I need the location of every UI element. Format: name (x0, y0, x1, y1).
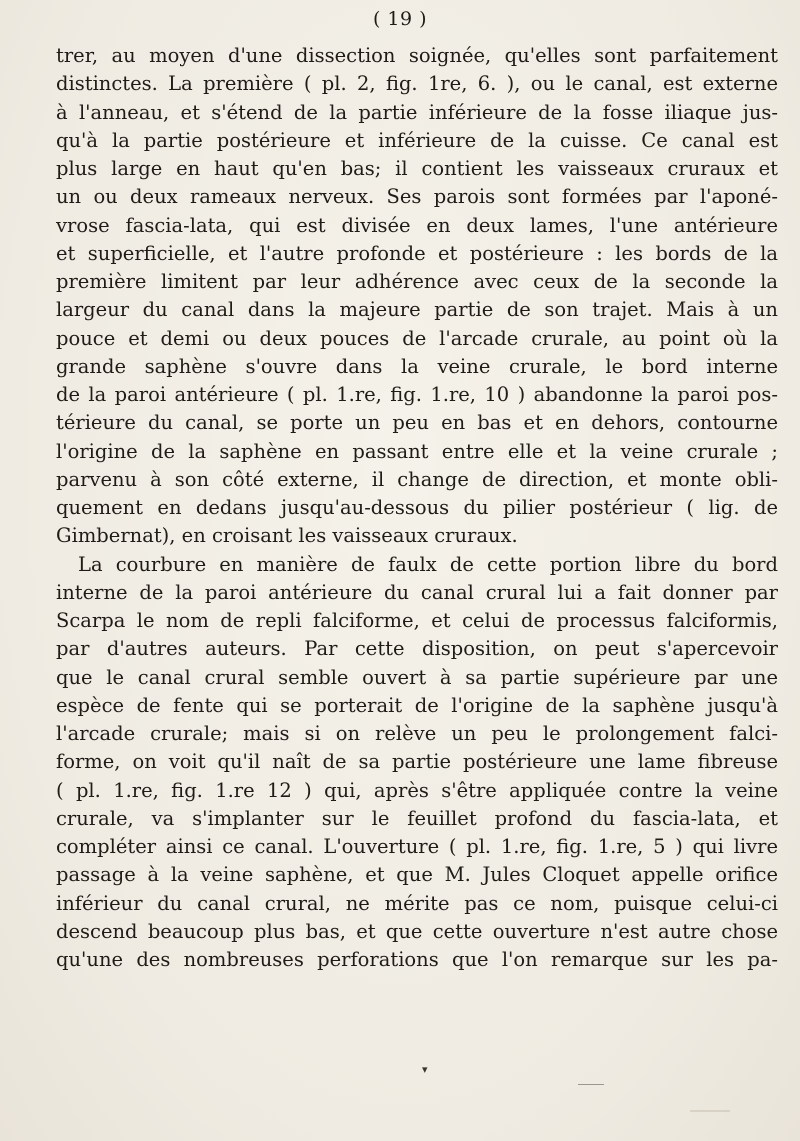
text-line-5: plus large en haut qu'en bas; il contient les vaisseaux cruraux et (56, 157, 778, 180)
text-line-31: inférieur du canal crural, ne mérite pas ce nom, puisque celui-ci (56, 891, 778, 915)
text-line-10: largeur du canal dans la majeure partie de son trajet. Mais à un (56, 298, 778, 322)
text-line-32: descend beaucoup plus bas, et que cette ouverture n'est autre chose (56, 919, 778, 943)
text-line-4: qu'à la partie postérieure et inférieure de la cuisse. Ce canal est (56, 128, 778, 152)
text-line-13: de la paroi antérieure ( pl. 1.re, fig. 1.re, 10 ) abandonne la paroi pos- (56, 383, 778, 406)
text-line-22: par d'autres auteurs. Par cette disposition, on peut s'apercevoir (56, 637, 778, 661)
text-line-6: un ou deux rameaux nerveux. Ses parois sont formées par l'aponé- (56, 185, 778, 209)
text-line-15: l'origine de la saphène en passant entre elle et la veine crurale ; (56, 439, 778, 463)
text-line-11: pouce et demi ou deux pouces de l'arcade crurale, au point où la (56, 326, 778, 350)
body-text (56, 42, 778, 974)
text-line-26: forme, on voit qu'il naît de sa partie postérieure une lame fibreuse (56, 750, 778, 774)
text-line-30: passage à la veine saphène, et que M. Jules Cloquet appelle orifice (56, 863, 778, 887)
paper-smudge (690, 1110, 730, 1112)
text-line-33: qu'une des nombreuses perforations que l'on remarque sur les pa- (56, 948, 778, 971)
text-line-14: térieure du canal, se porte un peu en bas et en dehors, contourne (56, 411, 778, 435)
text-line-7: vrose fascia-lata, qui est divisée en deux lames, l'une antérieure (56, 213, 778, 237)
page-number: ( 19 ) (372, 8, 428, 30)
text-line-3: à l'anneau, et s'étend de la partie inférieure de la fosse iliaque jus- (56, 100, 778, 124)
text-line-23: que le canal crural semble ouvert à sa partie supérieure par une (56, 665, 778, 689)
text-line-9: première limitent par leur adhérence avec ceux de la seconde la (56, 270, 778, 293)
page-dash (578, 1084, 604, 1085)
text-line-18: Gimbernat), en croisant les vaisseaux cruraux. (56, 524, 518, 548)
text-line-28: crurale, va s'implanter sur le feuillet profond du fascia-lata, et (56, 806, 778, 830)
text-line-27: ( pl. 1.re, fig. 1.re 12 ) qui, après s'être appliquée contre la veine (56, 778, 778, 802)
text-line-24: espèce de fente qui se porterait de l'origine de la saphène jusqu'à (56, 693, 778, 717)
text-line-21: Scarpa le nom de repli falciforme, et celui de processus falciformis, (56, 609, 778, 632)
text-line-25: l'arcade crurale; mais si on relève un peu le prolongement falci- (56, 722, 778, 745)
text-line-1: trer, au moyen d'une dissection soignée, qu'elles sont parfaitement (56, 44, 778, 67)
text-line-16: parvenu à son côté externe, il change de direction, et monte obli- (56, 467, 778, 491)
text-line-12: grande saphène s'ouvre dans la veine crurale, le bord interne (56, 354, 778, 378)
text-line-20: interne de la paroi antérieure du canal crural lui a fait donner par (56, 580, 778, 604)
text-line-17: quement en dedans jusqu'au-dessous du pilier postérieur ( lig. de (56, 496, 778, 519)
text-line-2: distinctes. La première ( pl. 2, fig. 1re, 6. ), ou le canal, est externe (56, 72, 778, 96)
printer-mark: ▾ (422, 1063, 428, 1076)
text-line-8: et superficielle, et l'autre profonde et postérieure : les bords de la (56, 241, 778, 265)
text-line-19: La courbure en manière de faulx de cette portion libre du bord (78, 552, 778, 576)
text-line-29: compléter ainsi ce canal. L'ouverture ( pl. 1.re, fig. 1.re, 5 ) qui livre (56, 835, 778, 858)
